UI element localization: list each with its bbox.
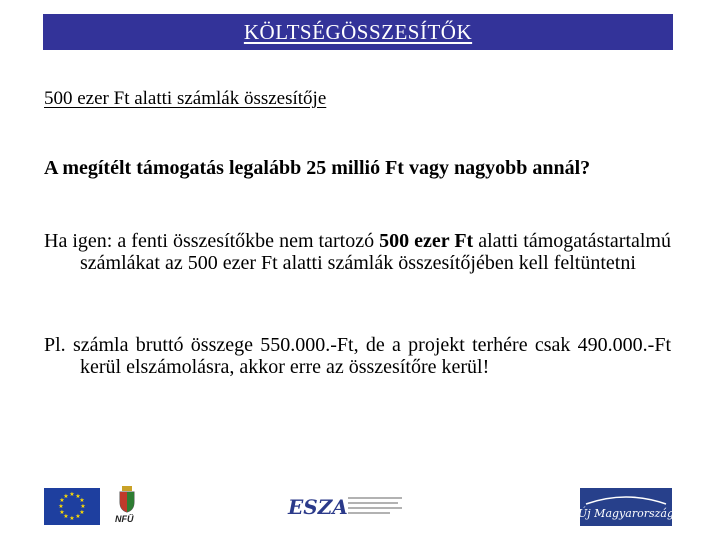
eu-flag-logo bbox=[44, 488, 100, 525]
hungarian-coat-of-arms-logo bbox=[112, 484, 142, 532]
svg-text:★: ★ bbox=[79, 497, 85, 504]
uj-magyarorszag-emblem-icon bbox=[580, 488, 672, 526]
svg-text:★: ★ bbox=[59, 497, 65, 504]
answer-suffix: alatti támogatástartalmú számlákat az 500 ezer Ft alatti számlák összesítőjében kell feltüntetni bbox=[80, 230, 671, 274]
uj-logo-text: Új Magyarország bbox=[580, 507, 672, 520]
eu-stars-icon bbox=[44, 488, 100, 525]
page-title: KÖLTSÉGÖSSZESÍTŐK bbox=[243, 19, 473, 44]
question-paragraph: A megítélt támogatás legalább 25 millió Ft vagy nagyobb annál? bbox=[44, 157, 591, 179]
answer-bold: 500 ezer Ft bbox=[379, 230, 474, 252]
esza-logo bbox=[286, 488, 406, 524]
svg-text:★: ★ bbox=[69, 491, 75, 498]
coat-of-arms-icon bbox=[112, 484, 142, 514]
svg-text:★: ★ bbox=[69, 515, 75, 522]
answer-prefix: Ha igen: a fenti összesítőkbe nem tartozó bbox=[44, 230, 380, 252]
svg-text:★: ★ bbox=[75, 493, 81, 500]
svg-text:★: ★ bbox=[75, 513, 81, 520]
svg-text:★: ★ bbox=[80, 503, 86, 510]
svg-text:★: ★ bbox=[63, 493, 69, 500]
answer-paragraph bbox=[44, 230, 671, 274]
esza-emblem-icon bbox=[286, 488, 406, 524]
nfu-label: NFÜ bbox=[115, 514, 134, 524]
example-paragraph: Pl. számla bruttó összege 550.000.-Ft, de a projekt terhére csak 490.000.-Ft kerül elszámolásra, akkor erre az összesítőre kerül! bbox=[44, 334, 671, 378]
svg-text:★: ★ bbox=[79, 509, 85, 516]
svg-text:★: ★ bbox=[58, 503, 64, 510]
title-bar bbox=[43, 14, 673, 50]
uj-magyarorszag-logo bbox=[580, 488, 672, 526]
svg-text:★: ★ bbox=[59, 509, 65, 516]
esza-logo-text: ESZA bbox=[288, 495, 348, 519]
svg-text:★: ★ bbox=[63, 513, 69, 520]
section-subtitle: 500 ezer Ft alatti számlák összesítője bbox=[44, 88, 327, 109]
